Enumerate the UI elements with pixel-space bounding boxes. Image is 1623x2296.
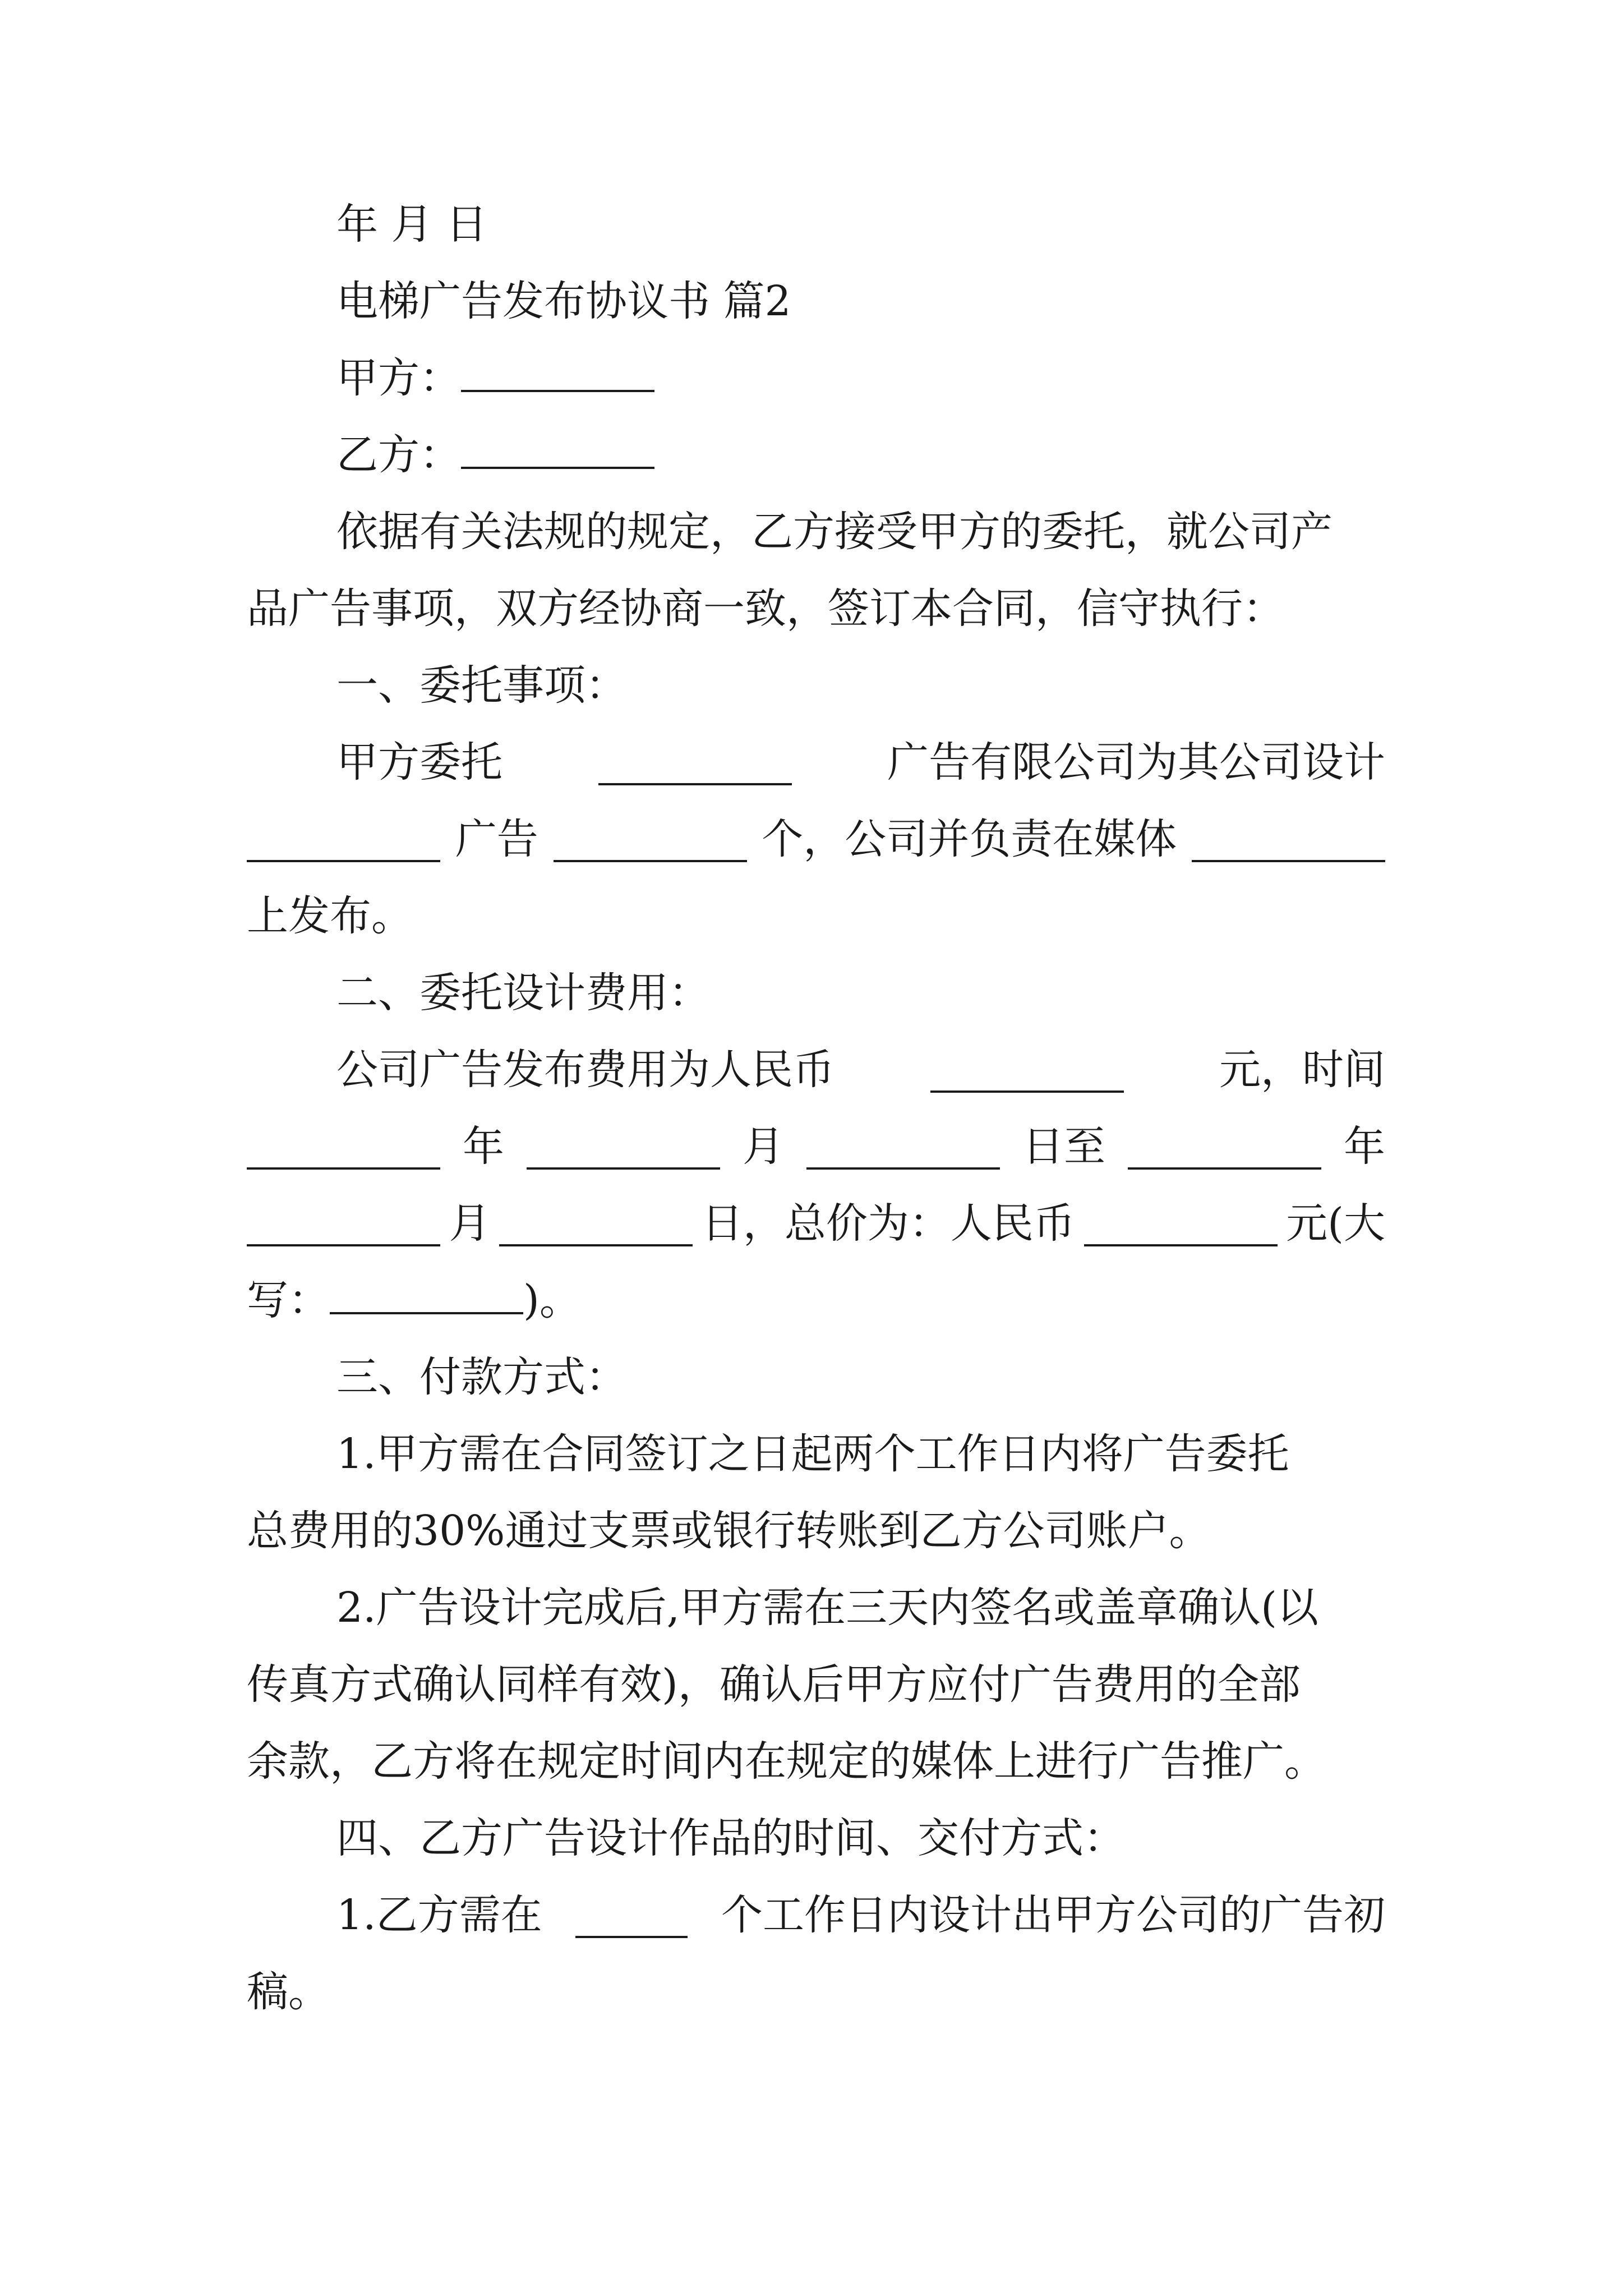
clause-line: 上发布。 xyxy=(247,892,413,940)
clause-line: 余款，乙方将在规定时间内在规定的媒体上进行广告推广。 xyxy=(247,1737,1326,1786)
party-b-blank xyxy=(461,423,654,469)
clause-line: 甲方委托 广告有限公司为其公司设计 xyxy=(336,738,1385,786)
clause-line: 1.乙方需在 个工作日内设计出甲方公司的广告初 xyxy=(336,1891,1385,1939)
clause-heading: 二、委托设计费用： xyxy=(336,969,710,1017)
clause-line: 1.甲方需在合同签订之日起两个工作日内将广告委托 xyxy=(336,1430,1289,1478)
fill-blank xyxy=(1128,1124,1321,1170)
party-a-line: 甲方： xyxy=(336,339,1385,417)
fill-blank xyxy=(554,816,747,862)
fill-blank xyxy=(499,1200,693,1246)
fill-blank xyxy=(247,1124,440,1170)
clause-line: 传真方式确认同样有效)，确认后甲方应付广告费用的全部 xyxy=(247,1660,1301,1709)
clause-heading: 四、乙方广告设计作品的时间、交付方式： xyxy=(336,1814,1125,1862)
fill-blank xyxy=(575,1892,688,1938)
fill-blank xyxy=(806,1124,1000,1170)
party-b-line: 乙方： xyxy=(336,416,1385,494)
fill-blank xyxy=(247,816,440,862)
clause-heading: 三、付款方式： xyxy=(336,1353,627,1401)
clause-heading: 一、委托事项： xyxy=(336,661,627,710)
paragraph-line: 品广告事项，双方经协商一致，签订本合同，信守执行： xyxy=(247,585,1284,633)
clause-line: 稿。 xyxy=(247,1968,330,2016)
clause-line: 写： )。 xyxy=(247,1261,1385,1340)
fill-blank xyxy=(527,1124,720,1170)
clause-line: 公司广告发布费用为人民币 元，时间 xyxy=(336,1046,1385,1094)
fill-blank xyxy=(1192,816,1385,862)
paragraph-line: 依据有关法规的规定，乙方接受甲方的委托，就公司产 xyxy=(336,508,1332,556)
section-title: 电梯广告发布协议书 篇2 xyxy=(336,277,791,325)
clause-line: 月 日，总价为：人民币 元(大 xyxy=(247,1184,1385,1263)
fill-blank xyxy=(930,1047,1124,1093)
fill-blank xyxy=(598,739,792,785)
clause-line: 2.广告设计完成后,甲方需在三天内签名或盖章确认(以 xyxy=(336,1584,1318,1632)
clause-line: 广告 个，公司并负责在媒体 xyxy=(247,800,1385,878)
date-line: 年 月 日 xyxy=(336,200,488,249)
clause-line: 年 月 日至 年 xyxy=(247,1107,1385,1186)
fill-blank xyxy=(330,1268,523,1314)
fill-blank xyxy=(247,1200,440,1246)
fill-blank xyxy=(1084,1200,1278,1246)
party-a-blank xyxy=(461,346,654,392)
clause-line: 总费用的30%通过支票或银行转账到乙方公司账户。 xyxy=(247,1507,1211,1555)
